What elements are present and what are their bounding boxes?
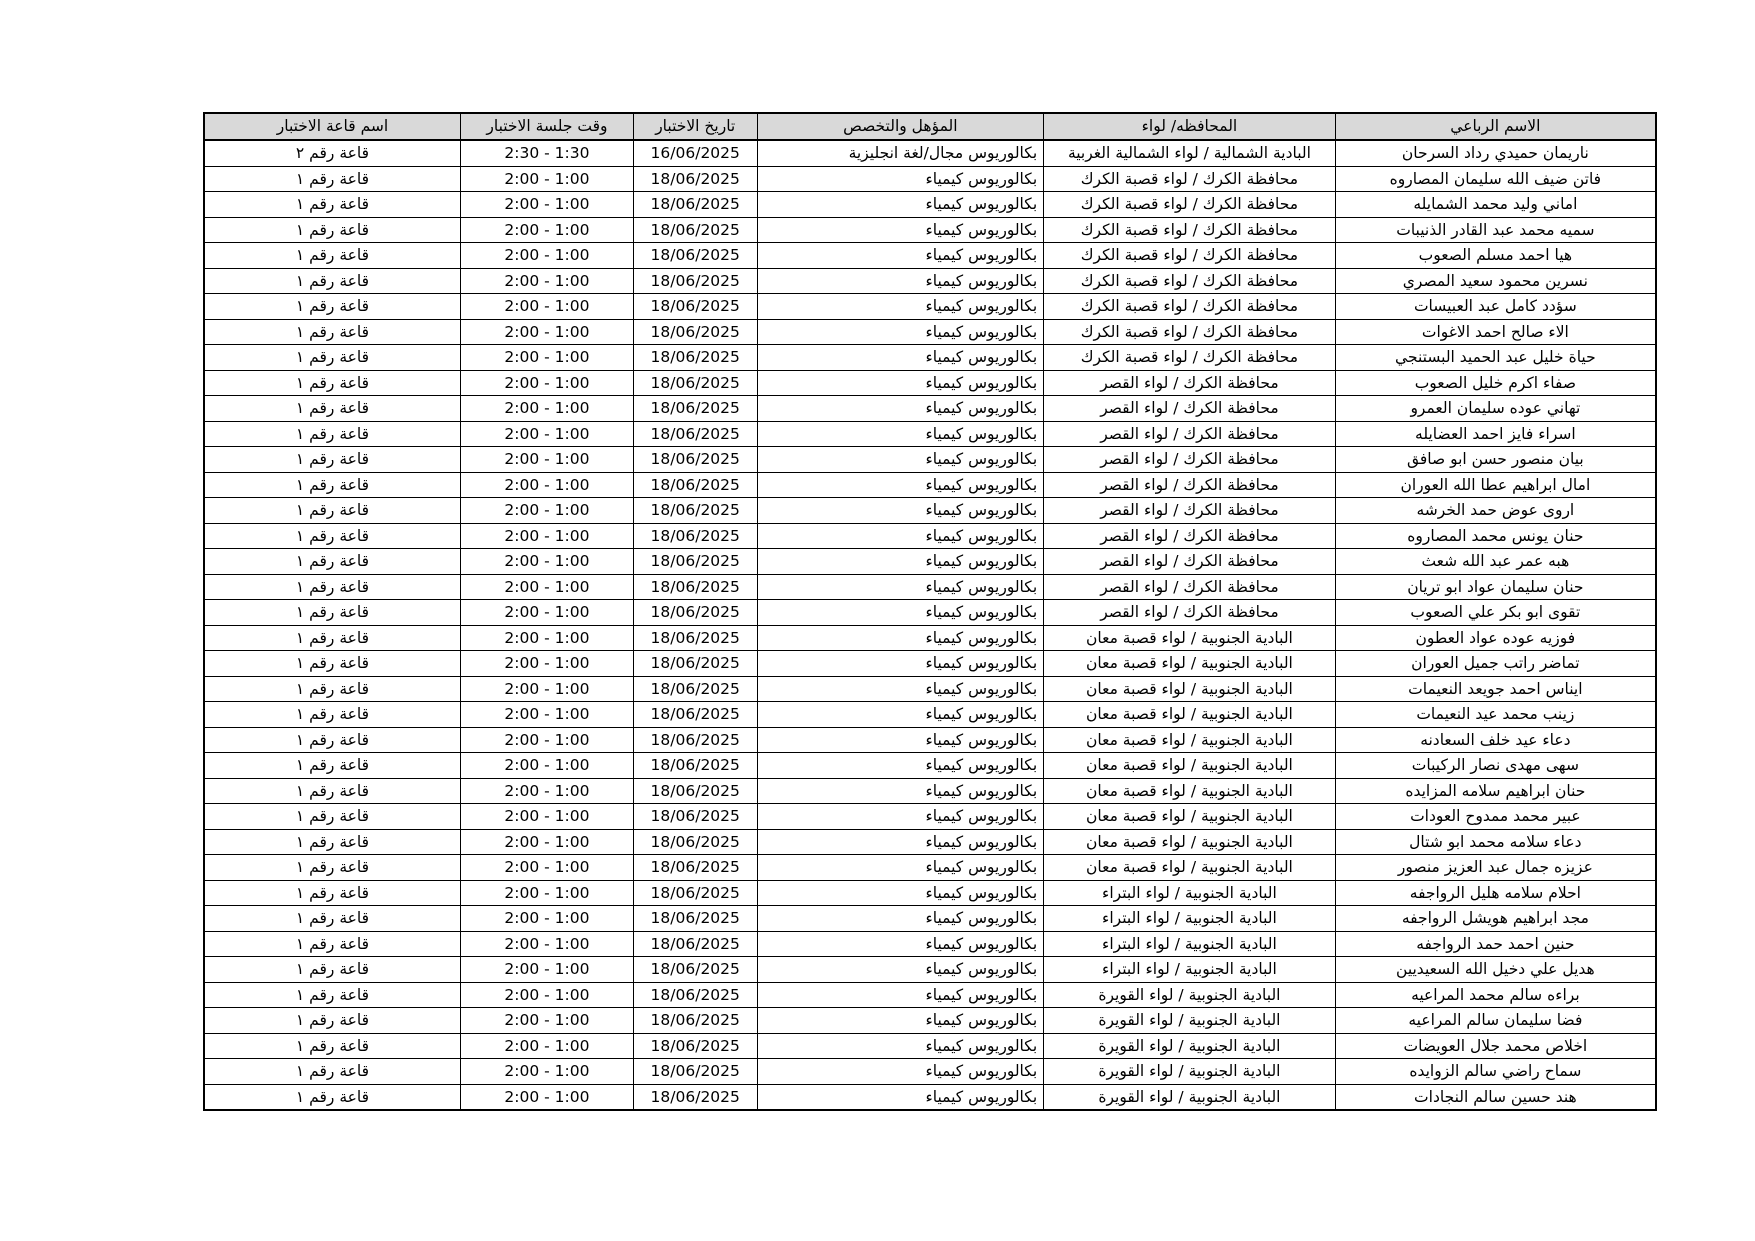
table-row — [204, 1059, 1656, 1085]
cell-hall: قاعة رقم ١ — [204, 523, 460, 549]
header-specialization: المؤهل والتخصص — [757, 113, 1044, 140]
cell-specialization: بكالوريوس كيمياء — [757, 370, 1044, 396]
table-row — [204, 447, 1656, 473]
cell-name: اماني وليد محمد الشمايله — [1335, 192, 1656, 218]
cell-time: 1:00 - 2:00 — [460, 931, 633, 957]
cell-specialization: بكالوريوس كيمياء — [757, 217, 1044, 243]
cell-hall: قاعة رقم ١ — [204, 702, 460, 728]
cell-time: 1:00 - 2:00 — [460, 906, 633, 932]
cell-name: حنان سليمان عواد ابو تريان — [1335, 574, 1656, 600]
cell-specialization: بكالوريوس كيمياء — [757, 804, 1044, 830]
table-row — [204, 600, 1656, 626]
cell-hall: قاعة رقم ١ — [204, 268, 460, 294]
cell-date: 18/06/2025 — [633, 625, 757, 651]
cell-specialization: بكالوريوس كيمياء — [757, 676, 1044, 702]
cell-governorate: محافظة الكرك / لواء القصر — [1044, 574, 1336, 600]
cell-name: حياة خليل عبد الحميد البستنجي — [1335, 345, 1656, 371]
cell-date: 18/06/2025 — [633, 957, 757, 983]
cell-governorate: محافظة الكرك / لواء القصر — [1044, 447, 1336, 473]
cell-name: عبير محمد ممدوح العودات — [1335, 804, 1656, 830]
cell-name: ايناس احمد جويعد النعيمات — [1335, 676, 1656, 702]
cell-date: 18/06/2025 — [633, 1033, 757, 1059]
cell-time: 1:00 - 2:00 — [460, 1033, 633, 1059]
cell-governorate: البادية الجنوبية / لواء القويرة — [1044, 1033, 1336, 1059]
cell-governorate: البادية الجنوبية / لواء قصبة معان — [1044, 727, 1336, 753]
cell-time: 1:00 - 2:00 — [460, 804, 633, 830]
cell-name: تهاني عوده سليمان العمرو — [1335, 396, 1656, 422]
cell-hall: قاعة رقم ٢ — [204, 140, 460, 166]
cell-governorate: محافظة الكرك / لواء قصبة الكرك — [1044, 217, 1336, 243]
cell-hall: قاعة رقم ١ — [204, 778, 460, 804]
cell-date: 18/06/2025 — [633, 753, 757, 779]
cell-hall: قاعة رقم ١ — [204, 319, 460, 345]
cell-time: 1:00 - 2:00 — [460, 982, 633, 1008]
table-row — [204, 1033, 1656, 1059]
cell-time: 1:00 - 2:00 — [460, 319, 633, 345]
cell-date: 18/06/2025 — [633, 523, 757, 549]
cell-specialization: بكالوريوس كيمياء — [757, 880, 1044, 906]
cell-specialization: بكالوريوس كيمياء — [757, 498, 1044, 524]
cell-date: 18/06/2025 — [633, 574, 757, 600]
cell-date: 18/06/2025 — [633, 166, 757, 192]
cell-specialization: بكالوريوس كيمياء — [757, 319, 1044, 345]
cell-governorate: البادية الجنوبية / لواء البتراء — [1044, 906, 1336, 932]
cell-governorate: البادية الجنوبية / لواء البتراء — [1044, 880, 1336, 906]
cell-specialization: بكالوريوس كيمياء — [757, 166, 1044, 192]
table-row — [204, 166, 1656, 192]
table-body — [204, 140, 1656, 1110]
cell-date: 18/06/2025 — [633, 1059, 757, 1085]
cell-hall: قاعة رقم ١ — [204, 192, 460, 218]
cell-governorate: محافظة الكرك / لواء القصر — [1044, 600, 1336, 626]
cell-name: اروى عوض حمد الخرشه — [1335, 498, 1656, 524]
cell-time: 1:00 - 2:00 — [460, 523, 633, 549]
cell-hall: قاعة رقم ١ — [204, 549, 460, 575]
cell-date: 18/06/2025 — [633, 906, 757, 932]
cell-date: 18/06/2025 — [633, 421, 757, 447]
cell-specialization: بكالوريوس كيمياء — [757, 600, 1044, 626]
cell-governorate: محافظة الكرك / لواء قصبة الكرك — [1044, 243, 1336, 269]
cell-time: 1:00 - 2:00 — [460, 421, 633, 447]
cell-specialization: بكالوريوس كيمياء — [757, 574, 1044, 600]
cell-specialization: بكالوريوس كيمياء — [757, 472, 1044, 498]
cell-specialization: بكالوريوس كيمياء — [757, 651, 1044, 677]
table-row — [204, 778, 1656, 804]
cell-specialization: بكالوريوس كيمياء — [757, 421, 1044, 447]
cell-date: 18/06/2025 — [633, 880, 757, 906]
header-row — [204, 113, 1656, 140]
cell-specialization: بكالوريوس كيمياء — [757, 549, 1044, 575]
cell-hall: قاعة رقم ١ — [204, 217, 460, 243]
cell-name: هبه عمر عبد الله شعث — [1335, 549, 1656, 575]
cell-governorate: محافظة الكرك / لواء القصر — [1044, 549, 1336, 575]
table-row — [204, 906, 1656, 932]
cell-specialization: بكالوريوس كيمياء — [757, 243, 1044, 269]
cell-name: هيا احمد مسلم الصعوب — [1335, 243, 1656, 269]
cell-time: 1:00 - 2:00 — [460, 1084, 633, 1110]
cell-time: 1:00 - 2:00 — [460, 625, 633, 651]
cell-name: دعاء سلامه محمد ابو شتال — [1335, 829, 1656, 855]
cell-name: احلام سلامه هليل الرواجفه — [1335, 880, 1656, 906]
cell-hall: قاعة رقم ١ — [204, 574, 460, 600]
cell-time: 1:00 - 2:00 — [460, 549, 633, 575]
table-row — [204, 268, 1656, 294]
cell-specialization: بكالوريوس كيمياء — [757, 345, 1044, 371]
cell-specialization: بكالوريوس كيمياء — [757, 702, 1044, 728]
cell-date: 18/06/2025 — [633, 217, 757, 243]
cell-governorate: محافظة الكرك / لواء قصبة الكرك — [1044, 268, 1336, 294]
table-row — [204, 957, 1656, 983]
cell-date: 18/06/2025 — [633, 651, 757, 677]
cell-specialization: بكالوريوس كيمياء — [757, 829, 1044, 855]
cell-hall: قاعة رقم ١ — [204, 753, 460, 779]
table-row — [204, 931, 1656, 957]
cell-time: 1:00 - 2:00 — [460, 753, 633, 779]
cell-governorate: البادية الجنوبية / لواء القويرة — [1044, 1084, 1336, 1110]
cell-governorate: محافظة الكرك / لواء القصر — [1044, 523, 1336, 549]
table-row — [204, 421, 1656, 447]
table-row — [204, 727, 1656, 753]
cell-name: هند حسين سالم النجادات — [1335, 1084, 1656, 1110]
header-name: الاسم الرباعي — [1335, 113, 1656, 140]
cell-governorate: البادية الجنوبية / لواء القويرة — [1044, 1059, 1336, 1085]
cell-time: 1:00 - 2:00 — [460, 855, 633, 881]
table-row — [204, 243, 1656, 269]
cell-name: الاء صالح احمد الاغوات — [1335, 319, 1656, 345]
cell-governorate: البادية الجنوبية / لواء قصبة معان — [1044, 778, 1336, 804]
cell-name: دعاء عيد خلف السعادنه — [1335, 727, 1656, 753]
cell-hall: قاعة رقم ١ — [204, 1008, 460, 1034]
cell-name: هديل علي دخيل الله السعيديين — [1335, 957, 1656, 983]
cell-date: 18/06/2025 — [633, 192, 757, 218]
table-row — [204, 982, 1656, 1008]
cell-hall: قاعة رقم ١ — [204, 957, 460, 983]
cell-date: 18/06/2025 — [633, 727, 757, 753]
cell-name: سؤدد كامل عبد العبيسات — [1335, 294, 1656, 320]
cell-governorate: محافظة الكرك / لواء قصبة الكرك — [1044, 166, 1336, 192]
table-row — [204, 880, 1656, 906]
cell-name: براءه سالم محمد المراعيه — [1335, 982, 1656, 1008]
cell-time: 1:00 - 2:00 — [460, 447, 633, 473]
table-row — [204, 753, 1656, 779]
cell-time: 1:00 - 2:00 — [460, 498, 633, 524]
cell-time: 1:00 - 2:00 — [460, 676, 633, 702]
cell-governorate: البادية الجنوبية / لواء قصبة معان — [1044, 829, 1336, 855]
cell-hall: قاعة رقم ١ — [204, 600, 460, 626]
cell-name: فاتن ضيف الله سليمان المصاروه — [1335, 166, 1656, 192]
table-row — [204, 702, 1656, 728]
cell-name: امال ابراهيم عطا الله العوران — [1335, 472, 1656, 498]
table-row — [204, 1084, 1656, 1110]
cell-governorate: البادية الجنوبية / لواء قصبة معان — [1044, 753, 1336, 779]
cell-time: 1:00 - 2:00 — [460, 727, 633, 753]
cell-name: مجد ابراهيم هويشل الرواجفه — [1335, 906, 1656, 932]
cell-name: زينب محمد عيد النعيمات — [1335, 702, 1656, 728]
header-governorate: المحافظه/ لواء — [1044, 113, 1336, 140]
cell-hall: قاعة رقم ١ — [204, 370, 460, 396]
cell-governorate: البادية الجنوبية / لواء قصبة معان — [1044, 625, 1336, 651]
cell-specialization: بكالوريوس كيمياء — [757, 855, 1044, 881]
table-row — [204, 294, 1656, 320]
cell-name: سميه محمد عبد القادر الذنيبات — [1335, 217, 1656, 243]
cell-hall: قاعة رقم ١ — [204, 931, 460, 957]
table-row — [204, 140, 1656, 166]
cell-name: بيان منصور حسن ابو صافق — [1335, 447, 1656, 473]
cell-time: 1:00 - 2:00 — [460, 1059, 633, 1085]
cell-time: 1:00 - 2:00 — [460, 294, 633, 320]
cell-hall: قاعة رقم ١ — [204, 294, 460, 320]
cell-governorate: البادية الجنوبية / لواء قصبة معان — [1044, 804, 1336, 830]
cell-hall: قاعة رقم ١ — [204, 651, 460, 677]
table-row — [204, 217, 1656, 243]
cell-date: 18/06/2025 — [633, 498, 757, 524]
cell-hall: قاعة رقم ١ — [204, 804, 460, 830]
cell-specialization: بكالوريوس كيمياء — [757, 268, 1044, 294]
cell-governorate: محافظة الكرك / لواء القصر — [1044, 370, 1336, 396]
cell-specialization: بكالوريوس مجال/لغة انجليزية — [757, 140, 1044, 166]
table-row — [204, 498, 1656, 524]
cell-time: 1:30 - 2:30 — [460, 140, 633, 166]
table-row — [204, 625, 1656, 651]
cell-date: 18/06/2025 — [633, 804, 757, 830]
cell-name: سهى مهدى نصار الركيبات — [1335, 753, 1656, 779]
cell-governorate: البادية الجنوبية / لواء القويرة — [1044, 982, 1336, 1008]
cell-hall: قاعة رقم ١ — [204, 829, 460, 855]
cell-time: 1:00 - 2:00 — [460, 1008, 633, 1034]
cell-hall: قاعة رقم ١ — [204, 345, 460, 371]
cell-date: 18/06/2025 — [633, 549, 757, 575]
cell-specialization: بكالوريوس كيمياء — [757, 778, 1044, 804]
cell-hall: قاعة رقم ١ — [204, 472, 460, 498]
cell-time: 1:00 - 2:00 — [460, 880, 633, 906]
cell-name: فضا سليمان سالم المراعيه — [1335, 1008, 1656, 1034]
cell-governorate: محافظة الكرك / لواء قصبة الكرك — [1044, 319, 1336, 345]
cell-name: سماح راضي سالم الزوايده — [1335, 1059, 1656, 1085]
cell-time: 1:00 - 2:00 — [460, 166, 633, 192]
table-row — [204, 523, 1656, 549]
cell-specialization: بكالوريوس كيمياء — [757, 625, 1044, 651]
cell-name: ناريمان حميدي رداد السرحان — [1335, 140, 1656, 166]
table-header — [204, 113, 1656, 140]
cell-specialization: بكالوريوس كيمياء — [757, 906, 1044, 932]
cell-governorate: البادية الجنوبية / لواء قصبة معان — [1044, 676, 1336, 702]
cell-hall: قاعة رقم ١ — [204, 396, 460, 422]
table-row — [204, 651, 1656, 677]
cell-specialization: بكالوريوس كيمياء — [757, 957, 1044, 983]
cell-date: 18/06/2025 — [633, 931, 757, 957]
cell-governorate: محافظة الكرك / لواء القصر — [1044, 498, 1336, 524]
cell-hall: قاعة رقم ١ — [204, 447, 460, 473]
cell-time: 1:00 - 2:00 — [460, 370, 633, 396]
cell-specialization: بكالوريوس كيمياء — [757, 523, 1044, 549]
cell-governorate: البادية الجنوبية / لواء البتراء — [1044, 931, 1336, 957]
cell-time: 1:00 - 2:00 — [460, 778, 633, 804]
cell-name: عزيزه جمال عبد العزيز منصور — [1335, 855, 1656, 881]
cell-date: 18/06/2025 — [633, 447, 757, 473]
table-row — [204, 1008, 1656, 1034]
cell-specialization: بكالوريوس كيمياء — [757, 294, 1044, 320]
cell-governorate: محافظة الكرك / لواء القصر — [1044, 472, 1336, 498]
exam-schedule-table — [203, 112, 1657, 1111]
cell-time: 1:00 - 2:00 — [460, 472, 633, 498]
cell-time: 1:00 - 2:00 — [460, 829, 633, 855]
cell-name: فوزيه عوده عواد العطون — [1335, 625, 1656, 651]
cell-hall: قاعة رقم ١ — [204, 166, 460, 192]
cell-date: 18/06/2025 — [633, 778, 757, 804]
cell-time: 1:00 - 2:00 — [460, 217, 633, 243]
cell-time: 1:00 - 2:00 — [460, 957, 633, 983]
cell-governorate: البادية الشمالية / لواء الشمالية الغربية — [1044, 140, 1336, 166]
cell-specialization: بكالوريوس كيمياء — [757, 1084, 1044, 1110]
cell-date: 18/06/2025 — [633, 268, 757, 294]
cell-hall: قاعة رقم ١ — [204, 421, 460, 447]
table-row — [204, 804, 1656, 830]
cell-name: اسراء فايز احمد العضايله — [1335, 421, 1656, 447]
cell-date: 18/06/2025 — [633, 702, 757, 728]
cell-hall: قاعة رقم ١ — [204, 982, 460, 1008]
table-row — [204, 345, 1656, 371]
cell-time: 1:00 - 2:00 — [460, 574, 633, 600]
cell-specialization: بكالوريوس كيمياء — [757, 753, 1044, 779]
cell-date: 18/06/2025 — [633, 676, 757, 702]
cell-name: تماضر راتب جميل العوران — [1335, 651, 1656, 677]
table-row — [204, 370, 1656, 396]
cell-specialization: بكالوريوس كيمياء — [757, 1008, 1044, 1034]
cell-hall: قاعة رقم ١ — [204, 1084, 460, 1110]
cell-hall: قاعة رقم ١ — [204, 727, 460, 753]
cell-specialization: بكالوريوس كيمياء — [757, 447, 1044, 473]
cell-name: حنان يونس محمد المصاروه — [1335, 523, 1656, 549]
header-hall: اسم قاعة الاختبار — [204, 113, 460, 140]
cell-date: 16/06/2025 — [633, 140, 757, 166]
cell-hall: قاعة رقم ١ — [204, 625, 460, 651]
cell-date: 18/06/2025 — [633, 345, 757, 371]
cell-hall: قاعة رقم ١ — [204, 906, 460, 932]
cell-name: حنان ابراهيم سلامه المزايده — [1335, 778, 1656, 804]
cell-name: اخلاص محمد جلال العويضات — [1335, 1033, 1656, 1059]
cell-date: 18/06/2025 — [633, 243, 757, 269]
cell-date: 18/06/2025 — [633, 319, 757, 345]
cell-governorate: البادية الجنوبية / لواء القويرة — [1044, 1008, 1336, 1034]
cell-governorate: محافظة الكرك / لواء قصبة الكرك — [1044, 294, 1336, 320]
cell-governorate: محافظة الكرك / لواء القصر — [1044, 421, 1336, 447]
cell-hall: قاعة رقم ١ — [204, 855, 460, 881]
table-row — [204, 549, 1656, 575]
cell-specialization: بكالوريوس كيمياء — [757, 1059, 1044, 1085]
table-row — [204, 192, 1656, 218]
cell-date: 18/06/2025 — [633, 1084, 757, 1110]
cell-date: 18/06/2025 — [633, 855, 757, 881]
cell-time: 1:00 - 2:00 — [460, 192, 633, 218]
cell-specialization: بكالوريوس كيمياء — [757, 192, 1044, 218]
table-row — [204, 574, 1656, 600]
table-row — [204, 829, 1656, 855]
table-row — [204, 319, 1656, 345]
cell-specialization: بكالوريوس كيمياء — [757, 931, 1044, 957]
table-row — [204, 472, 1656, 498]
table-row — [204, 396, 1656, 422]
cell-name: تقوى ابو بكر علي الصعوب — [1335, 600, 1656, 626]
cell-specialization: بكالوريوس كيمياء — [757, 982, 1044, 1008]
cell-hall: قاعة رقم ١ — [204, 243, 460, 269]
cell-date: 18/06/2025 — [633, 472, 757, 498]
cell-time: 1:00 - 2:00 — [460, 396, 633, 422]
cell-date: 18/06/2025 — [633, 600, 757, 626]
cell-time: 1:00 - 2:00 — [460, 651, 633, 677]
cell-governorate: محافظة الكرك / لواء قصبة الكرك — [1044, 345, 1336, 371]
cell-time: 1:00 - 2:00 — [460, 345, 633, 371]
cell-specialization: بكالوريوس كيمياء — [757, 1033, 1044, 1059]
cell-time: 1:00 - 2:00 — [460, 268, 633, 294]
cell-hall: قاعة رقم ١ — [204, 1033, 460, 1059]
cell-governorate: محافظة الكرك / لواء القصر — [1044, 396, 1336, 422]
cell-hall: قاعة رقم ١ — [204, 498, 460, 524]
cell-date: 18/06/2025 — [633, 396, 757, 422]
cell-governorate: محافظة الكرك / لواء قصبة الكرك — [1044, 192, 1336, 218]
cell-governorate: البادية الجنوبية / لواء قصبة معان — [1044, 651, 1336, 677]
cell-name: نسرين محمود سعيد المصري — [1335, 268, 1656, 294]
cell-specialization: بكالوريوس كيمياء — [757, 727, 1044, 753]
cell-governorate: البادية الجنوبية / لواء قصبة معان — [1044, 702, 1336, 728]
cell-date: 18/06/2025 — [633, 370, 757, 396]
cell-hall: قاعة رقم ١ — [204, 1059, 460, 1085]
cell-date: 18/06/2025 — [633, 294, 757, 320]
cell-governorate: البادية الجنوبية / لواء البتراء — [1044, 957, 1336, 983]
table-row — [204, 676, 1656, 702]
cell-date: 18/06/2025 — [633, 1008, 757, 1034]
table-row — [204, 855, 1656, 881]
cell-date: 18/06/2025 — [633, 829, 757, 855]
cell-name: حنين احمد حمد الرواجفه — [1335, 931, 1656, 957]
cell-date: 18/06/2025 — [633, 982, 757, 1008]
header-date: تاريخ الاختبار — [633, 113, 757, 140]
cell-time: 1:00 - 2:00 — [460, 702, 633, 728]
cell-hall: قاعة رقم ١ — [204, 880, 460, 906]
cell-time: 1:00 - 2:00 — [460, 600, 633, 626]
cell-specialization: بكالوريوس كيمياء — [757, 396, 1044, 422]
cell-name: صفاء اكرم خليل الصعوب — [1335, 370, 1656, 396]
cell-hall: قاعة رقم ١ — [204, 676, 460, 702]
header-time: وقت جلسة الاختبار — [460, 113, 633, 140]
cell-governorate: البادية الجنوبية / لواء قصبة معان — [1044, 855, 1336, 881]
cell-time: 1:00 - 2:00 — [460, 243, 633, 269]
